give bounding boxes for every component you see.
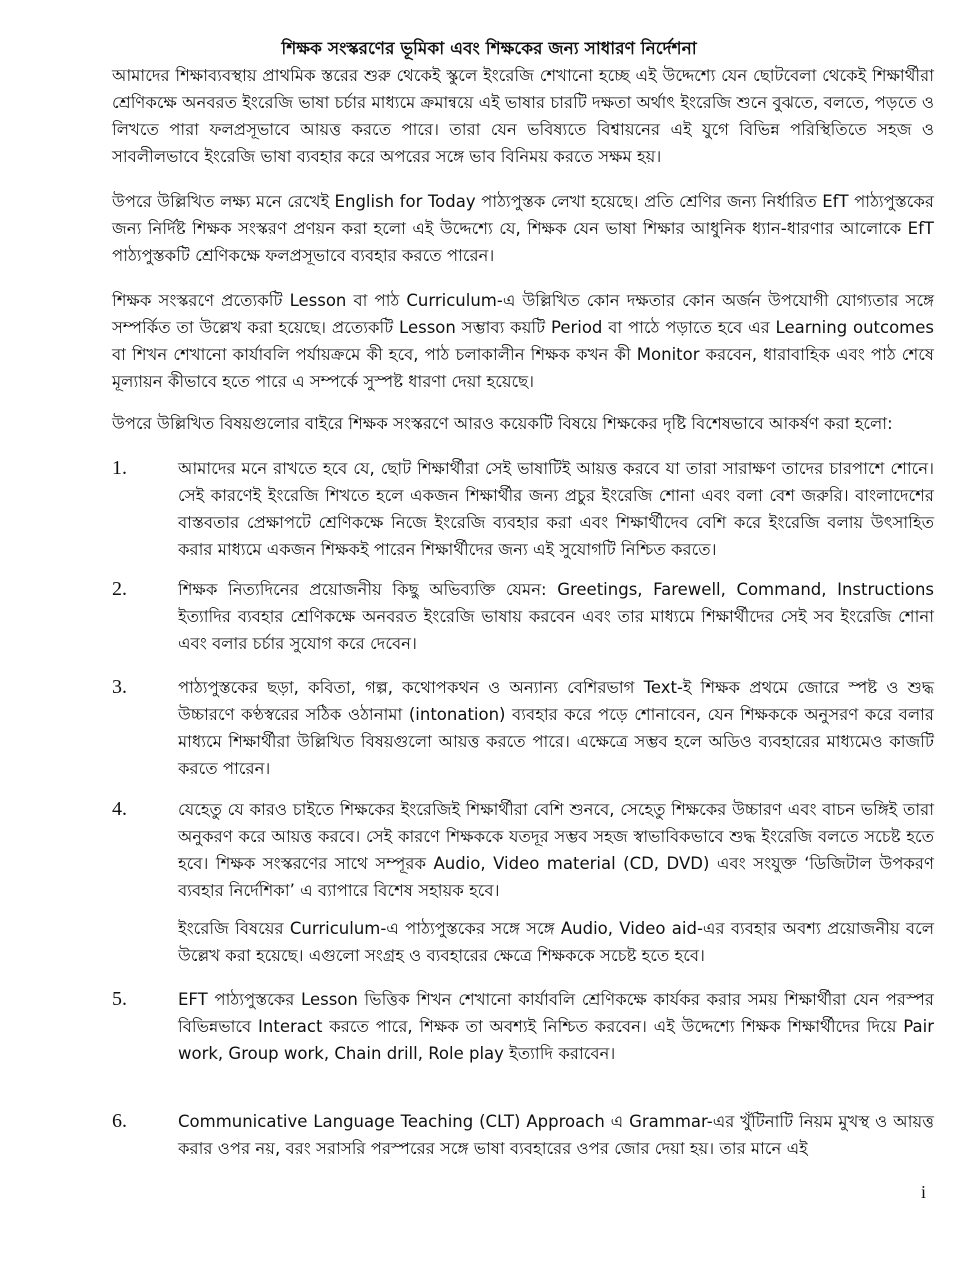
list-item-number: 6. [112,1110,127,1132]
list-item-text: পাঠ্যপুস্তকের ছড়া, কবিতা, গল্প, কথোপকথন ও অন্যান্য বেশিরভাগ Text-ই শিক্ষক প্রথমে জোরে স্পষ্ট ও শুদ্ধ উচ্চারণে কণ্ঠস্বরের সঠিক ওঠানামা (intonation) ব্যবহার করে পড়ে শোনাবেন, যেন শিক্ষককে অনুসরণ করে বলার মাধ্যমে শিক্ষার্থীরা উল্লিখিত বিষয়গুলো আয়ত্ত করতে পারে। এক্ষেত্রে সম্ভব হলে অডিও ব্যবহারের মাধ্যমেও কাজটি করতে পারেন। [178,678,934,778]
list-item-number: 5. [112,988,127,1010]
list-item-number: 3. [112,676,127,698]
list-item-number: 4. [112,798,127,820]
list-item-text: EFT পাঠ্যপুস্তকের Lesson ভিত্তিক শিখন শেখানো কার্যাবলি শ্রেণিকক্ষে কার্যকর করার সময় শিক্ষার্থীরা যেন পরস্পর বিভিন্নভাবে Interact করতে পারে, শিক্ষক তা অবশ্যই নিশ্চিত করবেন। এই উদ্দেশ্যে শিক্ষক শিক্ষার্থীদের দিয়ে Pair work, Group work, Chain drill, Role play ইত্যাদি করাবেন। [178,990,934,1063]
intro-paragraph-4: উপরে উল্লিখিত বিষয়গুলোর বাইরে শিক্ষক সংস্করণে আরও কয়েকটি বিষয়ে শিক্ষকের দৃষ্টি বিশেষভাবে আকর্ষণ করা হলো: [112,414,893,433]
list-item-text: যেহেতু যে কারও চাইতে শিক্ষকের ইংরেজিই শিক্ষার্থীরা বেশি শুনবে, সেহেতু শিক্ষকের উচ্চারণ এবং বাচন ভঙ্গিই তারা অনুকরণ করে আয়ত্ত করবে। সেই কারণে শিক্ষককে যতদূর সম্ভব সহজ স্বাভাবিকভাবে শুদ্ধ ইংরেজি বলতে সচেষ্ট হতে হবে। শিক্ষক সংস্করণের সাথে সম্পূরক Audio, Video material (CD, DVD) এবং সংযুক্ত ‘ডিজিটাল উপকরণ ব্যবহার নির্দেশিকা’ এ ব্যাপারে বিশেষ সহায়ক হবে। [178,800,934,900]
list-item-text: শিক্ষক নিত্যদিনের প্রয়োজনীয় কিছু অভিব্যক্তি যেমন: Greetings, Farewell, Command, Instructions ইত্যাদির ব্যবহার শ্রেণিকক্ষে অনবরত ইংরেজি ভাষায় করবেন এবং তার মাধ্যমে শিক্ষার্থীদের সেই সব ইংরেজি শোনা এবং বলার চর্চার সুযোগ করে দেবেন। [178,580,934,653]
intro-paragraph-1: আমাদের শিক্ষাব্যবস্থায় প্রাথমিক স্তরের শুরু থেকেই স্কুলে ইংরেজি শেখানো হচ্ছে এই উদ্দেশ্যে যেন ছোটবেলা থেকেই শিক্ষার্থীরা শ্রেণিকক্ষে অনবরত ইংরেজি ভাষা চর্চার মাধ্যমে ক্রমান্বয়ে এই ভাষার চারটি দক্ষতা অর্থাৎ ইংরেজি শুনে বুঝতে, বলতে, পড়তে ও লিখতে পারা ফলপ্রসূভাবে আয়ত্ত করতে পারে। তারা যেন ভবিষ্যতে বিশ্বায়নের এই যুগে বিভিন্ন পরিস্থিতিতে সহজ ও সাবলীলভাবে ইংরেজি ভাষা ব্যবহার করে অপরের সঙ্গে ভাব বিনিময় করতে সক্ষম হয়। [112,66,934,166]
intro-paragraph-3: শিক্ষক সংস্করণে প্রত্যেকটি Lesson বা পাঠ Curriculum-এ উল্লিখিত কোন দক্ষতার কোন অর্জন উপযোগী যোগ্যতার সঙ্গে সম্পর্কিত তা উল্লেখ করা হয়েছে। প্রত্যেকটি Lesson সম্ভাব্য কয়টি Period বা পাঠে পড়াতে হবে এর Learning outcomes বা শিখন শেখানো কার্যাবলি পর্যায়ক্রমে কী হবে, পাঠ চলাকালীন শিক্ষক কখন কী Monitor করবেন, ধারাবাহিক এবং পাঠ শেষে মূল্যায়ন কীভাবে হতে পারে এ সম্পর্কে সুস্পষ্ট ধারণা দেয়া হয়েছে। [112,291,934,391]
page-title: শিক্ষক সংস্করণের ভূমিকা এবং শিক্ষকের জন্য সাধারণ নির্দেশনা [281,39,697,59]
intro-paragraph-2: উপরে উল্লিখিত লক্ষ্য মনে রেখেই English for Today পাঠ্যপুস্তক লেখা হয়েছে। প্রতি শ্রেণির জন্য নির্ধারিত EfT পাঠ্যপুস্তকের জন্য নির্দিষ্ট শিক্ষক সংস্করণ প্রণয়ন করা হলো এই উদ্দেশ্যে যে, শিক্ষক যেন ভাষা শিক্ষার আধুনিক ধ্যান-ধারণার আলোকে EfT পাঠ্যপুস্তকটি শ্রেণিকক্ষে ফলপ্রসূভাবে ব্যবহার করতে পারেন। [112,192,934,265]
list-item-number: 2. [112,578,127,600]
list-item-number: 1. [112,457,127,479]
page-number: i [920,1182,926,1202]
list-item-text: Communicative Language Teaching (CLT) Approach এ Grammar-এর খুঁটিনাটি নিয়ম মুখস্থ ও আয়ত্ত করার ওপর নয়, বরং সরাসরি পরস্পরের সঙ্গে ভাষা ব্যবহারের ওপর জোর দেয়া হয়। তার মানে এই [178,1112,934,1158]
list-item-extra-paragraph: ইংরেজি বিষয়ের Curriculum-এ পাঠ্যপুস্তকের সঙ্গে সঙ্গে Audio, Video aid-এর ব্যবহার অবশ্য প্রয়োজনীয় বলে উল্লেখ করা হয়েছে। এগুলো সংগ্রহ ও ব্যবহারের ক্ষেত্রে শিক্ষককে সচেষ্ট হতে হবে। [178,919,934,965]
list-item-text: আমাদের মনে রাখতে হবে যে, ছোট শিক্ষার্থীরা সেই ভাষাটিই আয়ত্ত করবে যা তারা সারাক্ষণ তাদের চারপাশে শোনে। সেই কারণেই ইংরেজি শিখতে হলে একজন শিক্ষার্থীর জন্য প্রচুর ইংরেজি শোনা এবং বলা বেশ জরুরি। বাংলাদেশের বাস্তবতার প্রেক্ষাপটে শ্রেণিকক্ষে নিজে ইংরেজি ব্যবহার করা এবং শিক্ষার্থীদেব বেশি করে ইংরেজি বলায় উৎসাহিত করার মাধ্যমে একজন শিক্ষকই পারেন শিক্ষার্থীদের জন্য এই সুযোগটি নিশ্চিত করতে। [178,459,934,559]
